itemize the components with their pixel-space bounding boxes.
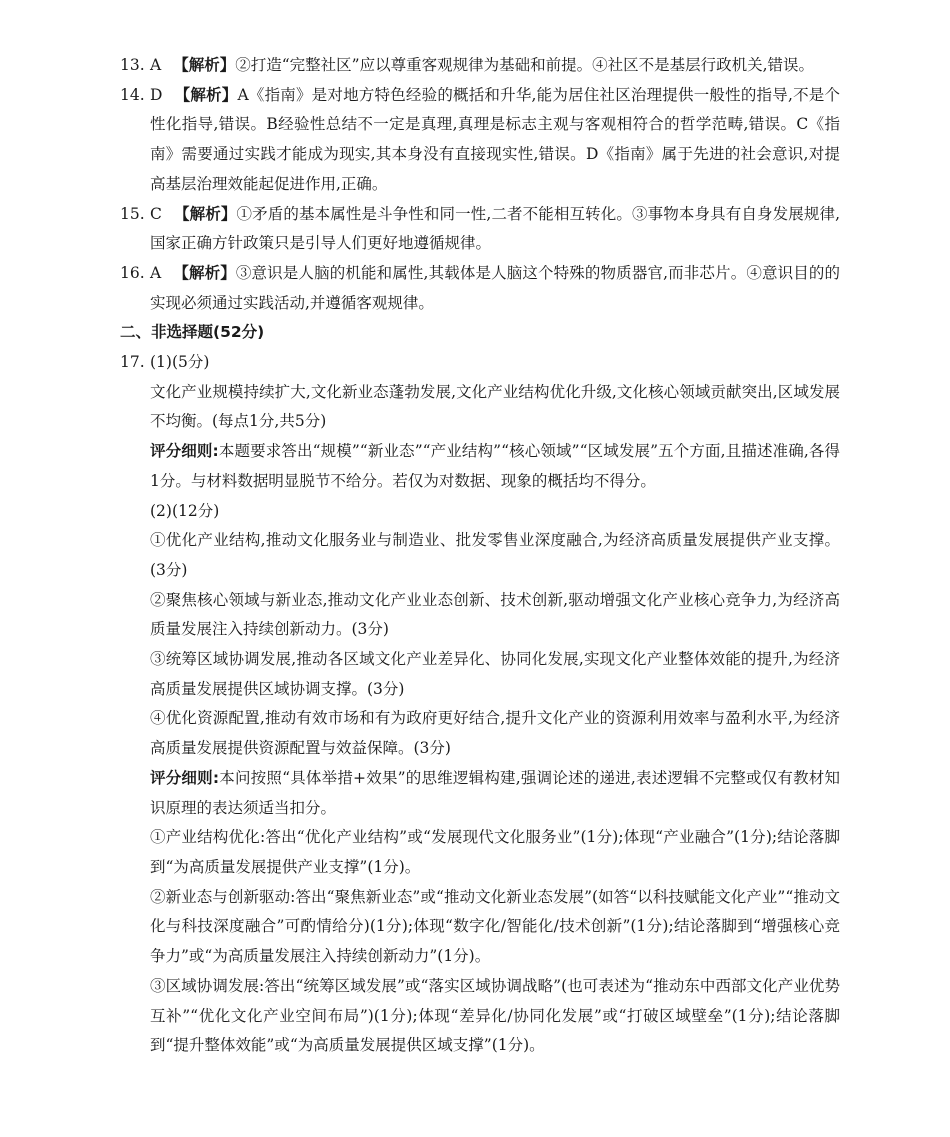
part2-point-2: ②聚焦核心领域与新业态,推动文化产业业态创新、技术创新,驱动增强文化产业核心竞争力,为经济高质量发展注入持续创新动力。(3分) [150, 590, 840, 639]
question-17 [120, 348, 840, 378]
analysis-tag: 【解析】 [174, 85, 238, 104]
question-14 [120, 81, 840, 200]
analysis-tag: 【解析】 [173, 204, 237, 223]
rubric-text: 本问按照“具体举措+效果”的思维逻辑构建,强调论述的递进,表述逻辑不完整或仅有教材知识原理的表达须适当扣分。 [150, 768, 840, 817]
analysis-text: A《指南》是对地方特色经验的概括和升华,能为居住社区治理提供一般性的指导,不是个性化指导,错误。B经验性总结不一定是真理,真理是标志主观与客观相符合的哲学范畴,错误。C《指南》需要通过实践才能成为现实,其本身没有直接现实性,错误。D《指南》属于先进的社会意识,对提高基层治理效能起促进作用,正确。 [150, 85, 840, 193]
answer-letter: C [150, 204, 162, 223]
section-heading: 二、非选择题(52分) [120, 323, 265, 342]
analysis-tag: 【解析】 [173, 263, 236, 282]
analysis-text: ①矛盾的基本属性是斗争性和同一性,二者不能相互转化。③事物本身具有自身发展规律,国家正确方针政策只是引导人们更好地遵循规律。 [150, 204, 840, 253]
question-15 [120, 200, 840, 259]
analysis-tag: 【解析】 [173, 56, 236, 74]
part1-rubric [120, 437, 840, 496]
question-number: 14. [120, 85, 145, 104]
page-crop-edge [0, 1099, 950, 1137]
rubric-label: 评分细则: [150, 768, 220, 787]
question-number: 17. [120, 353, 145, 372]
part2-point-1: ①优化产业结构,推动文化服务业与制造业、批发零售业深度融合,为经济高质量发展提供产业支撑。(3分) [150, 531, 840, 579]
answer-letter: D [150, 85, 163, 104]
part1-answer: 文化产业规模持续扩大,文化新业态蓬勃发展,文化产业结构优化升级,文化核心领域贡献突出,区域发展不均衡。(每点1分,共5分) [150, 382, 840, 431]
analysis-text: ③意识是人脑的机能和属性,其载体是人脑这个特殊的物质器官,而非芯片。④意识目的的实现必须通过实践活动,并遵循客观规律。 [150, 263, 840, 312]
question-number: 16. [120, 263, 145, 282]
question-16 [120, 259, 840, 318]
part2-point-3: ③统筹区域协调发展,推动各区域文化产业差异化、协同化发展,实现文化产业整体效能的提升,为经济高质量发展提供区域协调支撑。(3分) [150, 650, 840, 698]
answer-letter: A [150, 263, 162, 282]
part2-rubric-item-2: ②新业态与创新驱动:答出“聚焦新业态”或“推动文化新业态发展”(如答“以科技赋能文化产业”“推动文化与科技深度融合”可酌情给分)(1分);体现“数字化/智能化/技术创新”(1分);结论落脚到“增强核心竞争力”或“为高质量发展注入持续创新动力”(1分)。 [150, 887, 840, 966]
question-number: 15. [120, 204, 145, 223]
part2-heading: (2)(12分) [150, 501, 220, 520]
part1-heading: (1)(5分) [150, 353, 210, 372]
answer-letter: A [150, 56, 162, 74]
rubric-text: 本题要求答出“规模”“新业态”“产业结构”“核心领域”“区域发展”五个方面,且描述准确,各得1分。与材料数据明显脱节不给分。若仅为对数据、现象的概括均不得分。 [150, 442, 840, 490]
analysis-text: ②打造“完整社区”应以尊重客观规律为基础和前提。④社区不是基层行政机关,错误。 [235, 56, 814, 74]
part2-rubric-item-3: ③区域协调发展:答出“统筹区域发展”或“落实区域协调战略”(也可表述为“推动东中西部文化产业优势互补”“优化文化产业空间布局”)(1分);体现“差异化/协同化发展”或“打破区域壁垒”(1分);结论落脚到“提升整体效能”或“为高质量发展提供区域支撑”(1分)。 [150, 976, 840, 1055]
question-13 [120, 51, 840, 81]
part2-rubric [120, 764, 840, 823]
question-number: 13. [120, 56, 145, 74]
rubric-label: 评分细则: [150, 442, 219, 461]
part2-point-4: ④优化资源配置,推动有效市场和有为政府更好结合,提升文化产业的资源利用效率与盈利水平,为经济高质量发展提供资源配置与效益保障。(3分) [150, 709, 840, 758]
part2-rubric-item-1: ①产业结构优化:答出“优化产业结构”或“发展现代文化服务业”(1分);体现“产业融合”(1分);结论落脚到“为高质量发展提供产业支撑”(1分)。 [150, 828, 840, 876]
answer-content [120, 51, 840, 1061]
